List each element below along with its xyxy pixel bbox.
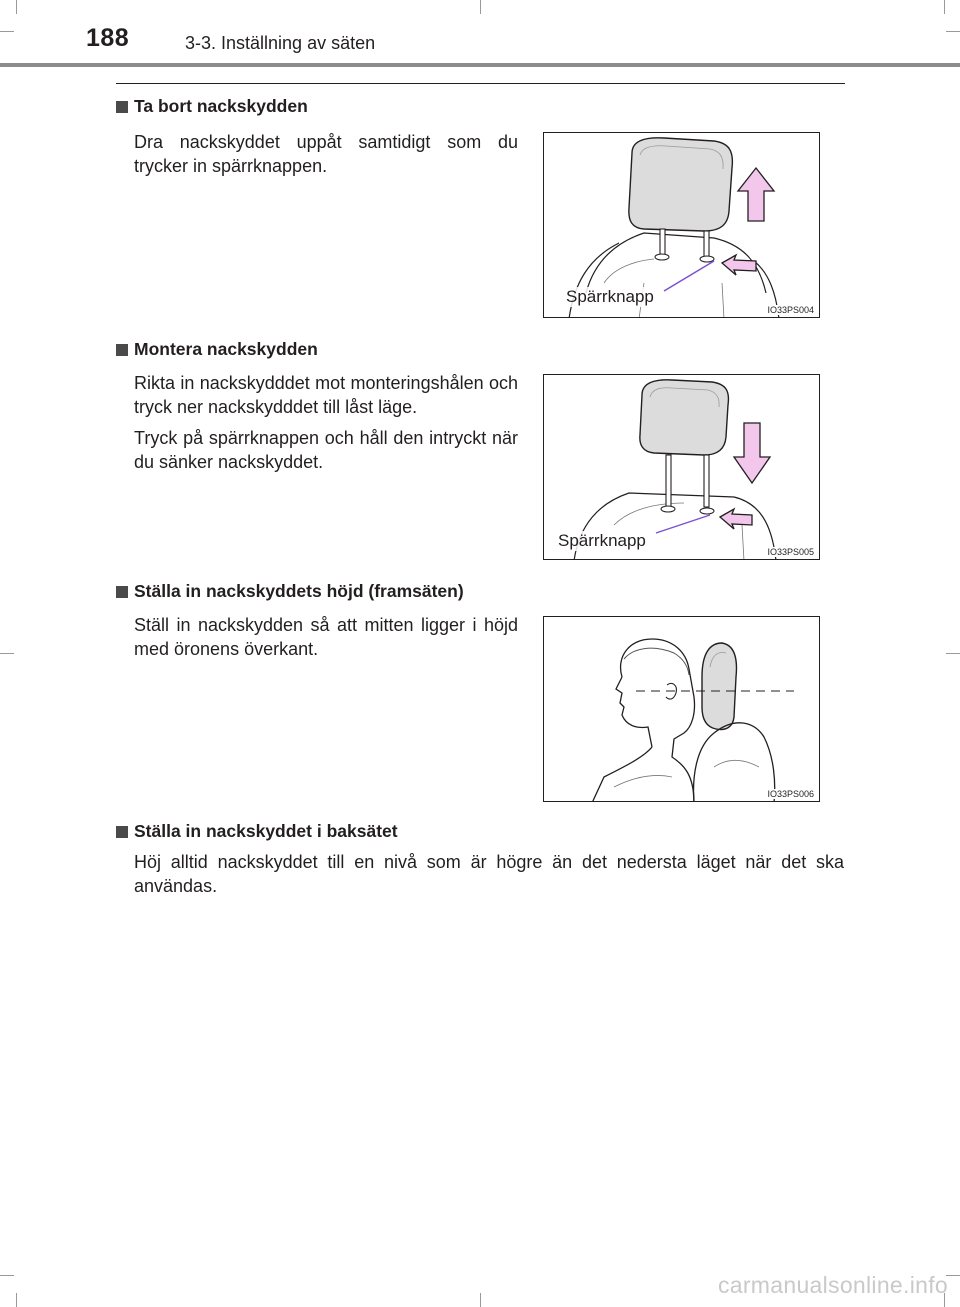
section-heading-text: Ställa in nackskyddets höjd (framsäten) <box>134 581 464 601</box>
page-number: 188 <box>86 24 130 52</box>
figure-code: IO33PS005 <box>767 547 814 557</box>
section-heading-rear-seat <box>116 821 398 842</box>
crop-mark-top-center <box>16 0 17 14</box>
square-bullet-icon <box>116 101 128 113</box>
head-alignment-illustration <box>544 617 820 802</box>
section-heading-install <box>116 339 318 360</box>
crop-mark-bottom-left <box>0 1275 14 1276</box>
section-rule <box>116 83 845 84</box>
figure-label-lock-button: Spärrknapp <box>558 531 646 550</box>
paragraph: Dra nackskyddet uppåt samtidigt som du trycker in spärrknappen. <box>134 132 518 176</box>
crop-mark-mid-right <box>946 653 960 654</box>
square-bullet-icon <box>116 826 128 838</box>
figure-front-seat-height <box>543 616 820 802</box>
paragraph: Höj alltid nackskyddet till en nivå som är högre än det nedersta läget när det ska användas. <box>134 852 844 896</box>
figure-code: IO33PS006 <box>767 789 814 799</box>
figure-label-lock-button: Spärrknapp <box>566 287 654 306</box>
section-heading-remove <box>116 96 308 117</box>
figure-code: IO33PS004 <box>767 305 814 315</box>
square-bullet-icon <box>116 344 128 356</box>
crop-mark-top-right-v <box>944 0 945 14</box>
chapter-title: 3-3. Inställning av säten <box>185 33 376 53</box>
header-rule <box>0 63 960 67</box>
crop-mark-bottom-center-v <box>480 1293 481 1307</box>
section-heading-text: Ställa in nackskyddet i baksätet <box>134 821 398 841</box>
section-heading-text: Montera nackskydden <box>134 339 318 359</box>
section-heading-front-height <box>116 581 464 602</box>
crop-mark-bottom-right <box>946 1275 960 1276</box>
crop-mark-mid-left <box>0 653 14 654</box>
section-heading-text: Ta bort nackskydden <box>134 96 308 116</box>
crop-mark-top-right <box>946 31 960 32</box>
square-bullet-icon <box>116 586 128 598</box>
watermark: carmanualsonline.info <box>717 1272 948 1298</box>
crop-mark-top-left <box>0 31 14 32</box>
figure-install-headrest <box>543 374 820 560</box>
paragraph: Tryck på spärrknappen och håll den intryckt när du sänker nackskyddet. <box>134 428 518 472</box>
paragraph: Ställ in nackskydden så att mitten ligger i höjd med öronens överkant. <box>134 615 518 659</box>
paragraph: Rikta in nackskydddet mot monteringshålen och tryck ner nackskydddet till låst läge. <box>134 373 518 417</box>
crop-mark-top-center-2 <box>480 0 481 14</box>
figure-remove-headrest <box>543 132 820 318</box>
crop-mark-bottom-left-v <box>16 1293 17 1307</box>
